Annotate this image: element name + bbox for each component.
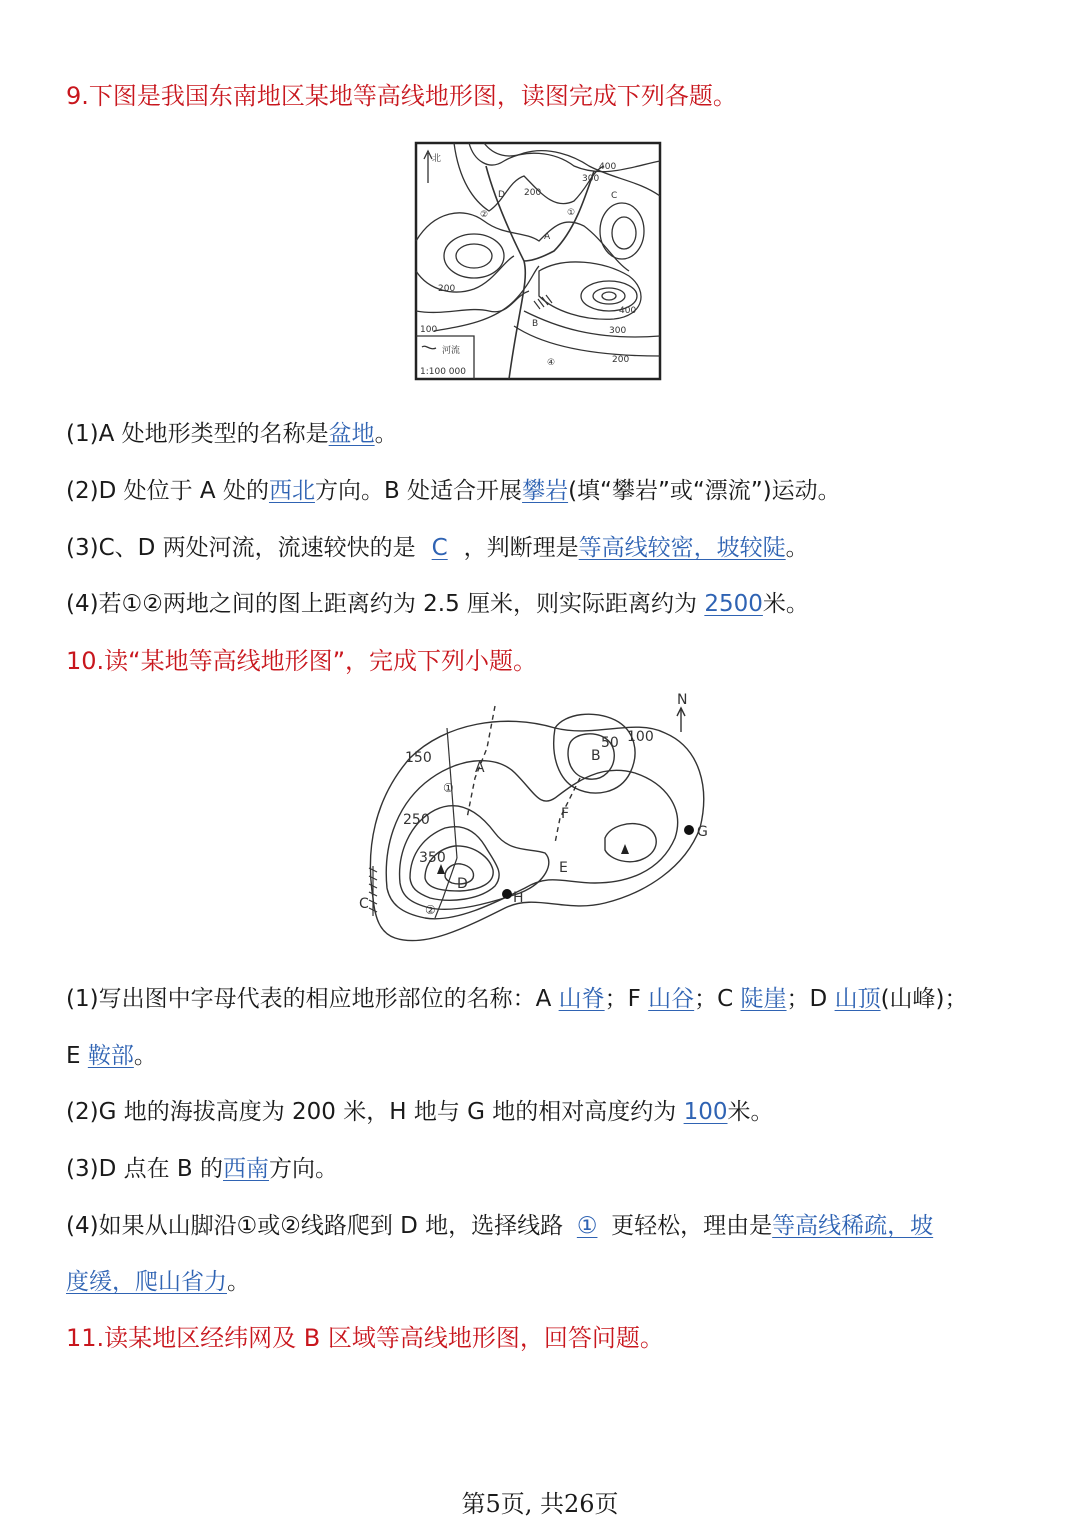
- q10-point-label: C: [359, 896, 369, 912]
- q9-contour-label: 400: [619, 306, 637, 316]
- q10-p4-cont: 度缓，爬山省力。: [66, 1269, 250, 1295]
- q10-title: 10.读“某地等高线地形图”，完成下列小题。: [66, 647, 538, 675]
- q10-point-label: B: [591, 748, 601, 764]
- q10-p2: (2)G 地的海拔高度为 200 米，H 地与 G 地的相对高度约为 100米。: [66, 1099, 774, 1125]
- q10-north-label: N: [677, 692, 688, 708]
- q10-p1-cont: E 鞍部。: [66, 1043, 157, 1069]
- q9-scale: 1:100 000: [420, 367, 466, 377]
- q9-point-label: B: [532, 319, 539, 329]
- q10-point-label: G: [697, 824, 708, 840]
- q10-contour-label: 350: [419, 850, 446, 866]
- q10-point-label: H: [513, 890, 524, 906]
- q10-contour-label: 150: [405, 750, 432, 766]
- q9-contour-label: 300: [609, 326, 627, 336]
- q10-contour-label: 100: [627, 729, 654, 745]
- q10-route-label: ①: [443, 781, 454, 795]
- q9-contour-label: 200: [612, 355, 630, 365]
- q10-route-label: ②: [425, 903, 436, 917]
- q9-point-label: ①: [567, 208, 576, 218]
- q10-p4: (4)如果从山脚沿①或②线路爬到 D 地，选择线路 ① 更轻松，理由是等高线稀疏，坡: [66, 1213, 934, 1239]
- q9-north-label: 北: [432, 154, 442, 164]
- q9-p1: (1)A 处地形类型的名称是盆地。: [66, 421, 398, 447]
- q10-point-label: F: [561, 806, 570, 822]
- q10-point-label: D: [457, 876, 468, 892]
- q9-contour-map: [414, 141, 664, 383]
- q9-point-label: C: [611, 191, 618, 201]
- q9-point-label: ④: [547, 358, 556, 368]
- q10-contour-label: 250: [403, 812, 430, 828]
- q9-contour-label: 400: [599, 162, 617, 172]
- q9-p4: (4)若①②两地之间的图上距离约为 2.5 厘米，则实际距离约为 2500米。: [66, 591, 809, 617]
- q9-point-label: ②: [480, 210, 489, 220]
- q10-contour-label: 50: [601, 735, 619, 751]
- q10-p3: (3)D 点在 B 的西南方向。: [66, 1156, 339, 1182]
- q9-point-label: D: [498, 190, 505, 200]
- q9-legend-label: 河流: [442, 346, 461, 356]
- q9-contour-label: 300: [582, 174, 600, 184]
- q9-title: 9.下图是我国东南地区某地等高线地形图，读图完成下列各题。: [66, 82, 737, 110]
- q10-p1: (1)写出图中字母代表的相应地形部位的名称：A 山脊；F 山谷；C 陡崖；D 山顶(山峰)；: [66, 986, 968, 1012]
- q9-p3: (3)C、D 两处河流，流速较快的是 C ，判断理是等高线较密，坡较陡。: [66, 535, 809, 561]
- q9-point-label: A: [544, 232, 551, 242]
- q10-point-label: A: [475, 760, 485, 776]
- page-footer: 第5页, 共26页: [461, 1490, 619, 1518]
- q10-point-label: E: [559, 860, 568, 876]
- q9-contour-label: 100: [420, 325, 438, 335]
- q9-p2: (2)D 处位于 A 处的西北方向。B 处适合开展攀岩(填“攀岩”或“漂流”)运动。: [66, 478, 841, 504]
- q10-contour-map: [355, 688, 725, 956]
- q9-contour-label: 200: [524, 188, 542, 198]
- q11-title: 11.读某地区经纬网及 B 区域等高线地形图，回答问题。: [66, 1324, 664, 1352]
- q9-contour-label: 200: [438, 284, 456, 294]
